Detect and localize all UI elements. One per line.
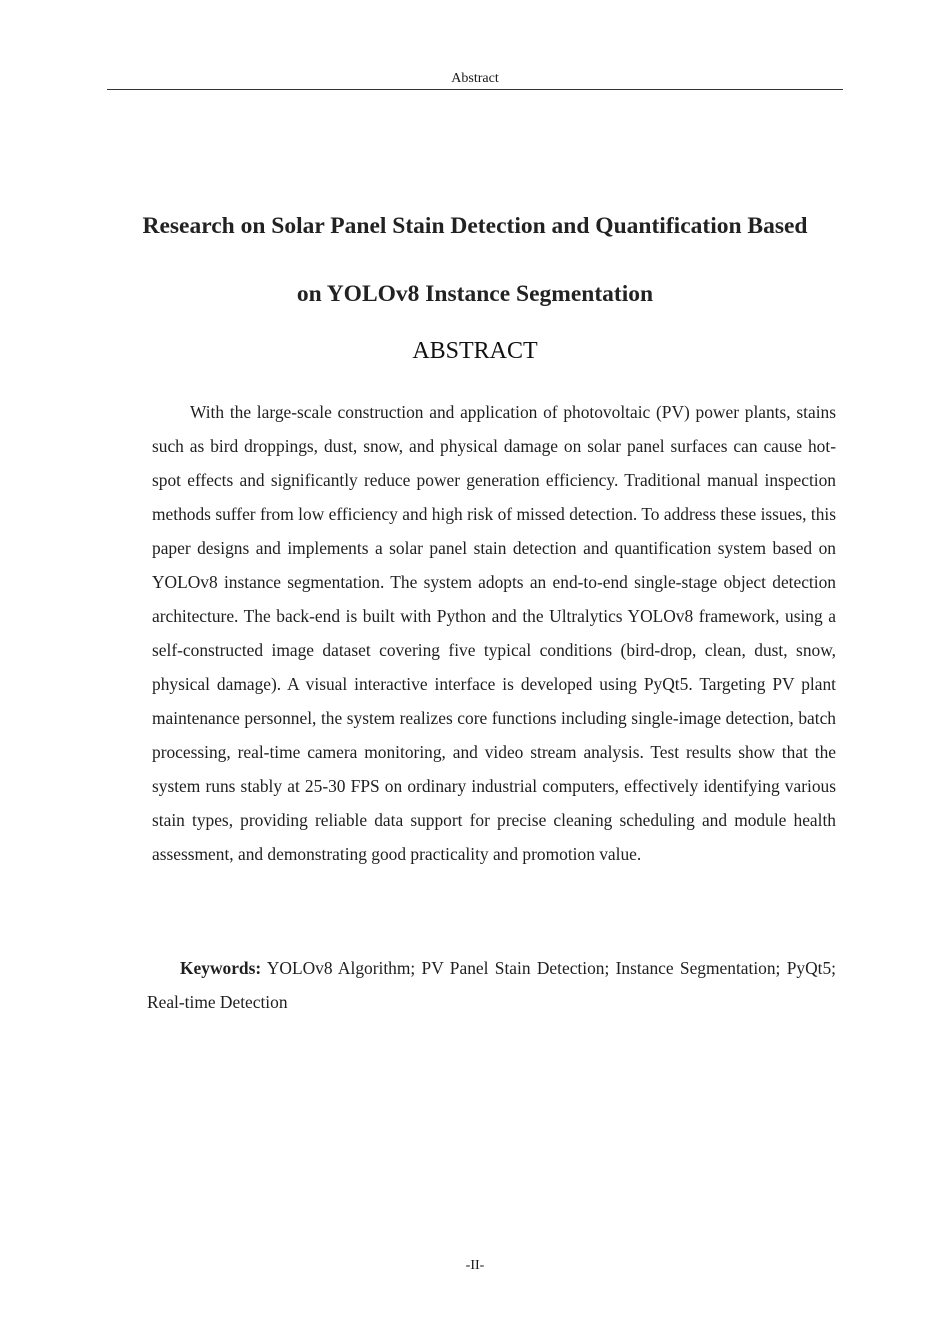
keywords-paragraph <box>147 951 836 1019</box>
keywords-text: YOLOv8 Algorithm; PV Panel Stain Detection; Instance Segmentation; PyQt5; Real-time Detection <box>147 958 836 1012</box>
paper-title <box>100 192 850 328</box>
paper-title-line-1: Research on Solar Panel Stain Detection and Quantification Based <box>142 213 808 239</box>
paper-title-line-2: on YOLOv8 Instance Segmentation <box>296 281 654 307</box>
page-number: -II- <box>465 1258 485 1273</box>
running-header <box>107 70 843 90</box>
abstract-body: With the large-scale construction and application of photovoltaic (PV) power plants, stains such as bird droppings, dust, snow, and physical damage on solar panel surfaces can cause hot-spot effects and significantly reduce power generation efficiency. Traditional manual inspection methods suffer from low efficiency and high risk of missed detection. To address these issues, this paper designs and implements a solar panel stain detection and quantification system based on YOLOv8 instance segmentation. The system adopts an end-to-end single-stage object detection architecture. The back-end is built with Python and the Ultralytics YOLOv8 framework, using a self-constructed image dataset covering five typical conditions (bird-drop, clean, dust, snow, physical damage). A visual interactive interface is developed using PyQt5. Targeting PV plant maintenance personnel, the system realizes core functions including single-image detection, batch processing, real-time camera monitoring, and video stream analysis. Test results show that the system runs stably at 25-30 FPS on ordinary industrial computers, effectively identifying various stain types, providing reliable data support for precise cleaning scheduling and module health assessment, and demonstrating good practicality and promotion value. <box>152 402 836 864</box>
running-header-title: Abstract <box>451 71 499 86</box>
keywords-label: Keywords: <box>180 958 262 978</box>
abstract-heading: ABSTRACT <box>412 338 538 364</box>
